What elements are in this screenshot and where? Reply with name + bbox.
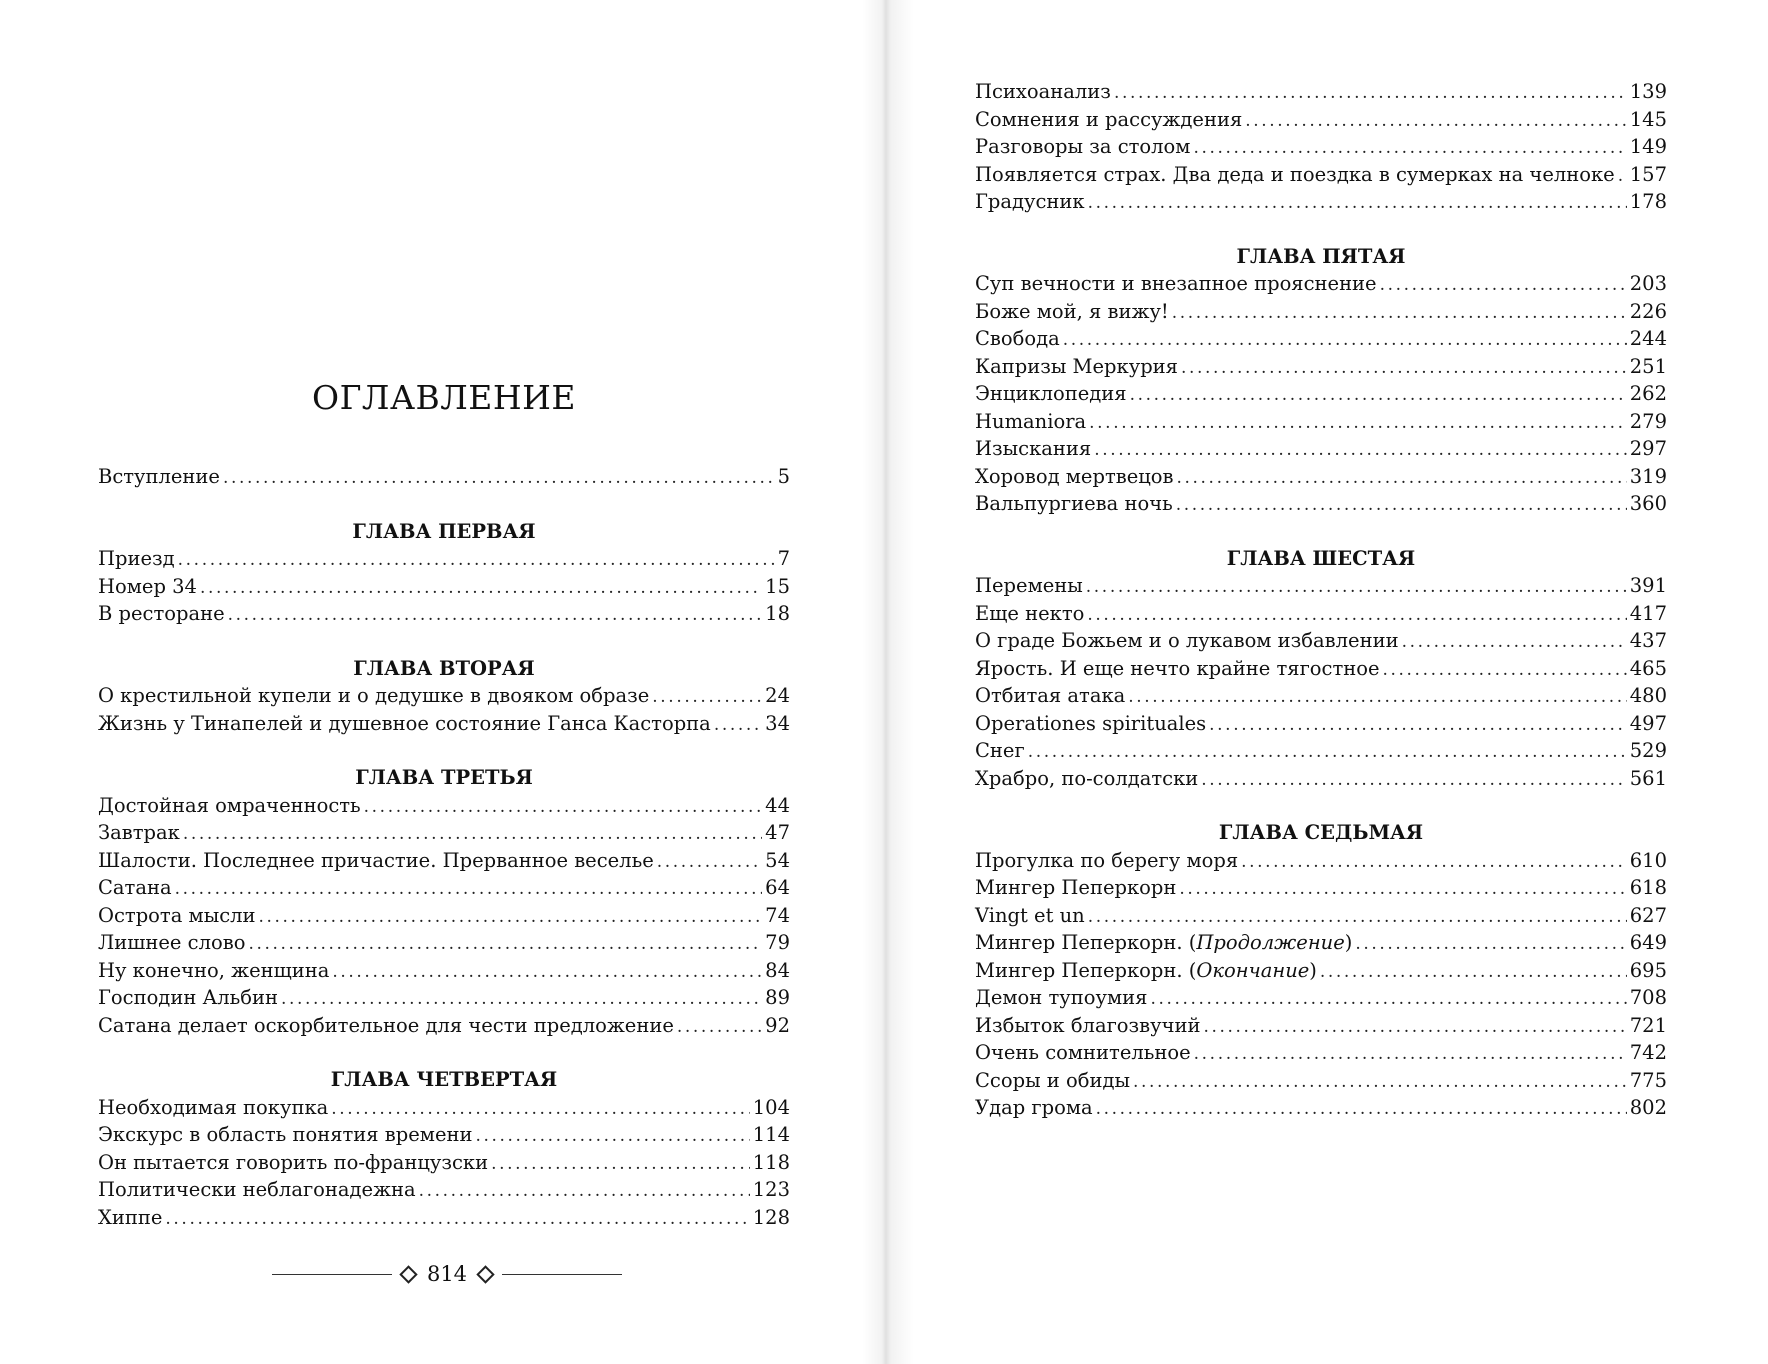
folio-rule-left: [272, 1274, 392, 1275]
continued-entries: [975, 78, 1667, 243]
toc-entry: [98, 1121, 790, 1149]
entry-title: Хоровод мертвецов: [975, 464, 1174, 488]
dot-leader: [1096, 1096, 1627, 1124]
dot-leader: [1193, 135, 1626, 163]
dot-leader: [1181, 355, 1627, 383]
dot-leader: [183, 821, 762, 849]
entry-page: 128: [752, 1205, 790, 1229]
dot-leader: [1380, 272, 1627, 300]
entry-title: Достойная омраченность: [98, 793, 361, 817]
toc-entry: [98, 1204, 790, 1232]
entry-page: 15: [765, 574, 790, 598]
entry-title: Еще некто: [975, 601, 1085, 625]
dot-leader: [200, 575, 762, 603]
entry-title: Необходимая покупка: [98, 1095, 329, 1119]
entry-page: 44: [765, 793, 790, 817]
entry-title: [975, 929, 1352, 957]
toc-entry: [975, 710, 1667, 738]
toc-entry: [975, 902, 1667, 930]
dot-leader: [1245, 108, 1627, 136]
entry-page: 649: [1629, 931, 1667, 954]
chapter-heading: ГЛАВА ТРЕТЬЯ: [355, 766, 533, 789]
toc-entry: [98, 957, 790, 985]
entry-title: Изыскания: [975, 437, 1092, 460]
chapter-heading: ГЛАВА ПЕРВАЯ: [352, 519, 536, 543]
dot-leader: [1130, 382, 1627, 410]
toc-entry: [975, 957, 1667, 985]
left-chapters: [98, 518, 790, 1232]
toc-entry: [975, 1012, 1667, 1040]
entry-title: Снег: [975, 739, 1025, 762]
entry-page: 114: [752, 1123, 790, 1146]
entry-title: Vingt et un: [975, 903, 1085, 927]
dot-leader: [1201, 767, 1627, 795]
entry-page: 24: [765, 684, 790, 707]
toc-entry: [98, 984, 790, 1012]
right-toc-column: [975, 78, 1667, 1122]
entry-title: Политически неблагонадежна: [98, 1178, 416, 1201]
entry-page: 695: [1629, 958, 1667, 982]
dot-leader: [419, 1178, 750, 1206]
entry-title: Ссоры и обиды: [975, 1068, 1130, 1092]
entry-page: 7: [777, 547, 790, 570]
entry-title: Сатана: [98, 876, 172, 899]
entry-page: 360: [1629, 492, 1667, 515]
entry-page: 721: [1629, 1013, 1667, 1037]
dot-leader: [1114, 80, 1627, 108]
entry-title-suffix: ): [1309, 958, 1317, 982]
chapter-heading: ГЛАВА ЧЕТВЕРТАЯ: [330, 1068, 558, 1091]
toc-entry: [975, 627, 1667, 655]
dot-leader: [1088, 904, 1627, 932]
dot-leader: [1089, 410, 1627, 438]
toc-entry: [975, 463, 1667, 491]
entry-page: 610: [1629, 848, 1667, 872]
dot-leader: [1087, 602, 1626, 630]
dot-leader: [1028, 739, 1627, 767]
folio-rule-right: [502, 1274, 622, 1275]
entry-page: 297: [1629, 437, 1667, 460]
entry-page: 92: [765, 1013, 790, 1037]
entry-page: 437: [1629, 629, 1667, 652]
toc-entry: [98, 573, 790, 601]
chapter-heading: ГЛАВА СЕДЬМАЯ: [1218, 821, 1424, 844]
chapter-heading: ГЛАВА ПЯТАЯ: [1236, 244, 1406, 268]
toc-entry: [98, 792, 790, 820]
entry-title: Боже мой, я вижу!: [975, 299, 1169, 323]
dot-leader: [165, 1206, 749, 1234]
toc-entry: [98, 710, 790, 738]
toc-entry: [98, 600, 790, 628]
entry-page: 417: [1629, 601, 1667, 625]
toc-entry: [975, 600, 1667, 628]
entry-page: 64: [765, 876, 790, 899]
spacer: [98, 491, 790, 518]
dot-leader: [1209, 712, 1627, 740]
entry-page: 18: [765, 602, 790, 625]
dot-leader: [476, 1123, 750, 1151]
dot-leader: [1204, 1014, 1627, 1042]
dot-leader: [652, 684, 762, 712]
dot-leader: [1094, 437, 1627, 465]
entry-title: Капризы Меркурия: [975, 354, 1178, 378]
entry-title: Номер 34: [98, 574, 197, 598]
entry-title: Operationes spirituales: [975, 711, 1207, 735]
entry-title: Господин Альбин: [98, 986, 279, 1009]
toc-entry: [975, 1094, 1667, 1122]
entry-title: Отбитая атака: [975, 684, 1126, 707]
entry-title: Ярость. И еще нечто крайне тягостное: [975, 656, 1380, 680]
entry-title: Жизнь у Тинапелей и душевное состояние Ганса Касторпа: [98, 711, 711, 735]
dot-leader: [491, 1151, 750, 1179]
entry-page: 203: [1629, 272, 1667, 295]
entry-page: 226: [1629, 299, 1667, 323]
entry-page: 465: [1629, 656, 1667, 680]
entry-page: 251: [1629, 354, 1667, 378]
entry-title: Прогулка по берегу моря: [975, 848, 1239, 872]
toc-entry: [975, 435, 1667, 463]
entry-page: 561: [1629, 766, 1667, 790]
dot-leader: [331, 1096, 749, 1124]
entry-title: Хиппе: [98, 1205, 163, 1229]
entry-page: 139: [1629, 80, 1667, 103]
dot-leader: [1402, 629, 1627, 657]
dot-leader: [175, 876, 763, 904]
entry-title: Завтрак: [98, 821, 180, 844]
entry-title: Сомнения и рассуждения: [975, 107, 1243, 131]
entry-title: Энциклопедия: [975, 382, 1127, 405]
toc-entry: [975, 298, 1667, 326]
toc-entry: [975, 408, 1667, 436]
entry-title: Храбро, по-солдатски: [975, 766, 1199, 790]
entry-title: Мингер Пеперкорн: [975, 876, 1177, 899]
entry-page: 480: [1629, 684, 1667, 707]
dot-leader: [1172, 300, 1627, 328]
chapter-heading: ГЛАВА ВТОРАЯ: [353, 656, 535, 680]
toc-entry: [975, 1067, 1667, 1095]
dot-leader: [714, 712, 762, 740]
toc-entry: [98, 1094, 790, 1122]
entry-page: 149: [1629, 135, 1667, 158]
entry-page: 118: [752, 1150, 790, 1174]
entry-title: Градусник: [975, 190, 1085, 213]
right-chapters: [975, 243, 1667, 1122]
toc-entry: [975, 874, 1667, 902]
entry-title: О граде Божьем и о лукавом избавлении: [975, 629, 1399, 652]
dot-leader: [1133, 1069, 1627, 1097]
entry-page: 391: [1629, 574, 1667, 597]
left-toc-column: [98, 463, 790, 1231]
dot-leader: [1086, 574, 1627, 602]
entry-page: 262: [1629, 382, 1667, 405]
entry-title: О крестильной купели и о дедушке в двояком образе: [98, 684, 650, 707]
dot-leader: [1618, 163, 1627, 191]
page-number: 814: [426, 1262, 468, 1286]
entry-page: 47: [765, 821, 790, 844]
toc-entry: [975, 682, 1667, 710]
entry-page: 529: [1629, 739, 1667, 762]
entry-title: Шалости. Последнее причастие. Прерванное веселье: [98, 848, 654, 872]
toc-entry: [975, 106, 1667, 134]
toc-entry: [975, 380, 1667, 408]
entry-title: В ресторане: [98, 602, 225, 625]
dot-leader: [1128, 684, 1626, 712]
dot-leader: [1177, 465, 1627, 493]
toc-entry: [975, 929, 1667, 957]
entry-page: 79: [765, 931, 790, 954]
toc-entry: [98, 929, 790, 957]
toc-entry: [975, 765, 1667, 793]
spacer: [975, 216, 1667, 243]
toc-entry: [975, 325, 1667, 353]
dot-leader: [281, 986, 762, 1014]
toc-entry: [975, 133, 1667, 161]
toc-entry: [98, 902, 790, 930]
chapter-heading: ГЛАВА ШЕСТАЯ: [1226, 546, 1416, 570]
toc-entry: [975, 1039, 1667, 1067]
dot-leader: [1150, 986, 1626, 1014]
entry-title: Демон тупоумия: [975, 986, 1148, 1009]
toc-title: ОГЛАВЛЕНИЕ: [312, 378, 576, 417]
toc-entry: [98, 1012, 790, 1040]
entry-title: Психоанализ: [975, 80, 1111, 103]
entry-title: Перемены: [975, 574, 1083, 597]
entry-title: Появляется страх. Два деда и поездка в сумерках на челноке: [975, 162, 1615, 186]
entry-page: 145: [1629, 107, 1667, 131]
dot-leader: [1383, 657, 1627, 685]
toc-entry: [975, 984, 1667, 1012]
entry-title-text: Мингер Пеперкорн. (: [975, 958, 1197, 982]
entry-page: 74: [765, 903, 790, 927]
entry-page: 279: [1629, 409, 1667, 433]
dot-leader: [657, 849, 762, 877]
diamond-ornament-icon: [399, 1265, 417, 1283]
entry-page: 319: [1629, 464, 1667, 488]
diamond-ornament-icon: [476, 1265, 494, 1283]
entry-title: Острота мысли: [98, 903, 256, 927]
dot-leader: [1176, 492, 1627, 520]
entry-title: [975, 957, 1317, 985]
entry-title: Избыток благозвучий: [975, 1013, 1201, 1037]
entry-title-text: Мингер Пеперкорн. (: [975, 931, 1197, 954]
toc-entry: [98, 819, 790, 847]
toc-entry: [98, 1176, 790, 1204]
entry-title: Humaniora: [975, 409, 1087, 433]
entry-title: Вальпургиева ночь: [975, 492, 1173, 515]
dot-leader: [364, 794, 763, 822]
toc-entry: [975, 737, 1667, 765]
entry-title: Вступление: [98, 465, 220, 488]
entry-page: 618: [1629, 876, 1667, 899]
toc-entry: [98, 682, 790, 710]
entry-title: Очень сомнительное: [975, 1041, 1191, 1064]
entry-page: 775: [1629, 1068, 1667, 1092]
entry-page: 104: [752, 1095, 790, 1119]
entry-title: Сатана делает оскорбительное для чести предложение: [98, 1013, 674, 1037]
dot-leader: [1320, 959, 1627, 987]
toc-entry: [975, 490, 1667, 518]
dot-leader: [1355, 931, 1626, 959]
toc-entry: [98, 847, 790, 875]
toc-entry: [975, 353, 1667, 381]
entry-page: 742: [1629, 1041, 1667, 1064]
entry-title: Приезд: [98, 547, 175, 570]
toc-entry: [975, 572, 1667, 600]
dot-leader: [332, 959, 762, 987]
entry-page: 708: [1629, 986, 1667, 1009]
dot-leader: [248, 931, 762, 959]
entry-page: 5: [777, 465, 790, 488]
toc-entry: [975, 847, 1667, 875]
dot-leader: [677, 1014, 762, 1042]
dot-leader: [223, 465, 775, 493]
entry-page: 123: [752, 1178, 790, 1201]
toc-entry: [98, 545, 790, 573]
toc-entry: [975, 188, 1667, 216]
entry-page: 497: [1629, 711, 1667, 735]
dot-leader: [1179, 876, 1626, 904]
toc-entry: [98, 463, 790, 491]
dot-leader: [259, 904, 763, 932]
entry-title: Свобода: [975, 327, 1060, 350]
entry-page: 802: [1629, 1096, 1667, 1119]
dot-leader: [228, 602, 763, 630]
entry-page: 627: [1629, 903, 1667, 927]
dot-leader: [1063, 327, 1627, 355]
entry-title: Удар грома: [975, 1096, 1093, 1119]
entry-title: Экскурс в область понятия времени: [98, 1123, 473, 1146]
entry-title: Ну конечно, женщина: [98, 958, 330, 982]
entry-title-suffix: ): [1344, 931, 1353, 954]
toc-entry: [975, 161, 1667, 189]
dot-leader: [1194, 1041, 1627, 1069]
toc-entry: [975, 655, 1667, 683]
page-folio: [272, 1258, 622, 1290]
entry-page: 89: [765, 986, 790, 1009]
entry-page: 244: [1629, 327, 1667, 350]
entry-page: 84: [765, 958, 790, 982]
entry-title-italic: Продолжение: [1196, 931, 1345, 954]
toc-entry: [98, 1149, 790, 1177]
toc-entry: [975, 270, 1667, 298]
entry-title: Лишнее слово: [98, 931, 246, 954]
entry-title-italic: Окончание: [1196, 958, 1310, 982]
toc-entry: [975, 78, 1667, 106]
entry-title: Он пытается говорить по-французски: [98, 1150, 489, 1174]
entry-page: 34: [765, 711, 790, 735]
entry-page: 178: [1629, 190, 1667, 213]
entry-page: 54: [765, 848, 790, 872]
entry-title: Суп вечности и внезапное прояснение: [975, 272, 1377, 295]
entry-title: Разговоры за столом: [975, 135, 1191, 158]
entry-page: 157: [1629, 162, 1667, 186]
toc-entry: [98, 874, 790, 902]
dot-leader: [1241, 849, 1627, 877]
dot-leader: [1088, 190, 1627, 218]
dot-leader: [178, 547, 775, 575]
